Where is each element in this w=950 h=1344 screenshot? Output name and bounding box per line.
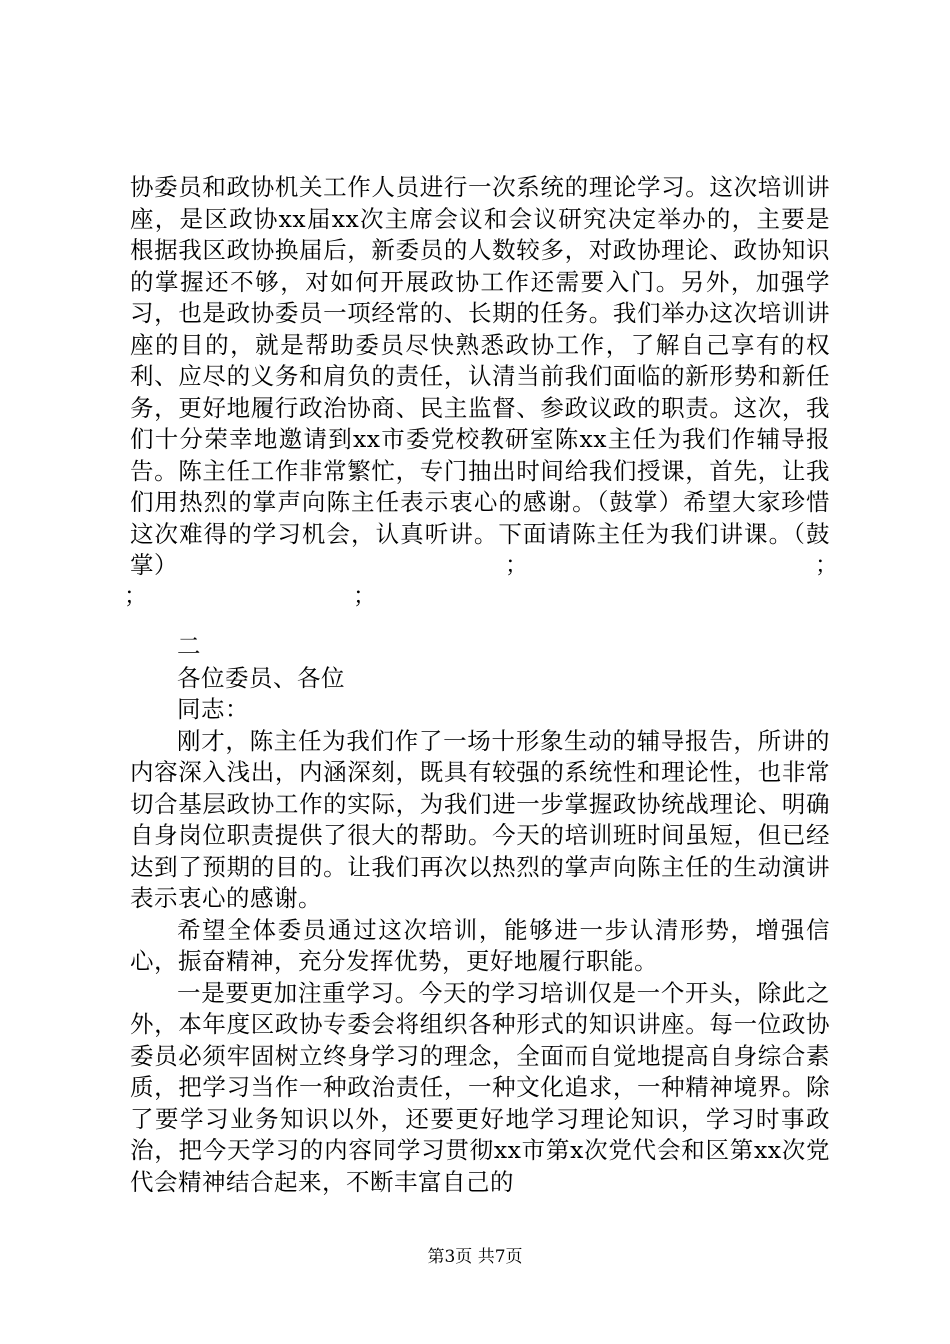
paragraph-top — [130, 172, 830, 582]
salutation-line-2: 同志： — [177, 695, 249, 723]
separator-mark: ； — [353, 583, 376, 609]
paragraph-1: 刚才，陈主任为我们作了一场十形象生动的辅导报告，所讲的内容深入浅出，内涵深刻，既具有较强的系统性和理论性，也非常切合基层政协工作的实际，为我们进一步掌握政协统战理论、明确自身岗位职责提供了很大的帮助。今天的培训班时间虽短，但已经达到了预期的目的。让我们再次以热烈的掌声向陈主任的生动演讲表示衷心的感谢。 — [130, 726, 830, 912]
separator-mark: ； — [815, 552, 838, 578]
page-footer — [0, 1246, 950, 1268]
separator-row-2 — [0, 580, 950, 612]
separator-row-1 — [0, 549, 950, 581]
separator-mark: ； — [124, 583, 147, 609]
salutation-line-1: 各位委员、各位 — [177, 663, 345, 692]
paragraph-2: 希望全体委员通过这次培训，能够进一步认清形势，增强信心，振奋精神，充分发挥优势，更好地履行职能。 — [130, 915, 830, 975]
section-number: 二 — [177, 632, 201, 660]
section-two — [130, 631, 830, 1198]
separator-mark: ； — [505, 552, 528, 578]
paragraph-top-text: 协委员和政协机关工作人员进行一次系统的理论学习。这次培训讲座，是区政协xx届xx次主席会议和会议研究决定举办的，主要是根据我区政协换届后，新委员的人数较多，对政协理论、政协知识的掌握还不够，对如何开展政协工作还需要入门。另外，加强学习，也是政协委员一项经常的、长期的任务。我们举办这次培训讲座的目的，就是帮助委员尽快熟悉政协工作，了解自己享有的权利、应尽的义务和肩负的责任，认清当前我们面临的新形势和新任务，更好地履行政治协商、民主监督、参政议政的职责。这次，我们十分荣幸地邀请到xx市委党校教研室陈xx主任为我们作辅导报告。陈主任工作非常繁忙，专门抽出时间给我们授课，首先，让我们用热烈的掌声向陈主任表示衷心的感谢。（鼓掌）希望大家珍惜这次难得的学习机会，认真听讲。下面请陈主任为我们讲课。（鼓掌） — [130, 173, 830, 579]
page-number: 第3页 共7页 — [427, 1247, 523, 1267]
paragraph-3: 一是要更加注重学习。今天的学习培训仅是一个开头，除此之外，本年度区政协专委会将组织各种形式的知识讲座。每一位政协委员必须牢固树立终身学习的理念，全面而自觉地提高自身综合素质，把学习当作一种政治责任，一种文化追求，一种精神境界。除了要学习业务知识以外，还要更好地学习理论知识，学习时事政治，把今天学习的内容同学习贯彻xx市第x次党代会和区第xx次党代会精神结合起来，不断丰富自己的 — [130, 978, 830, 1196]
